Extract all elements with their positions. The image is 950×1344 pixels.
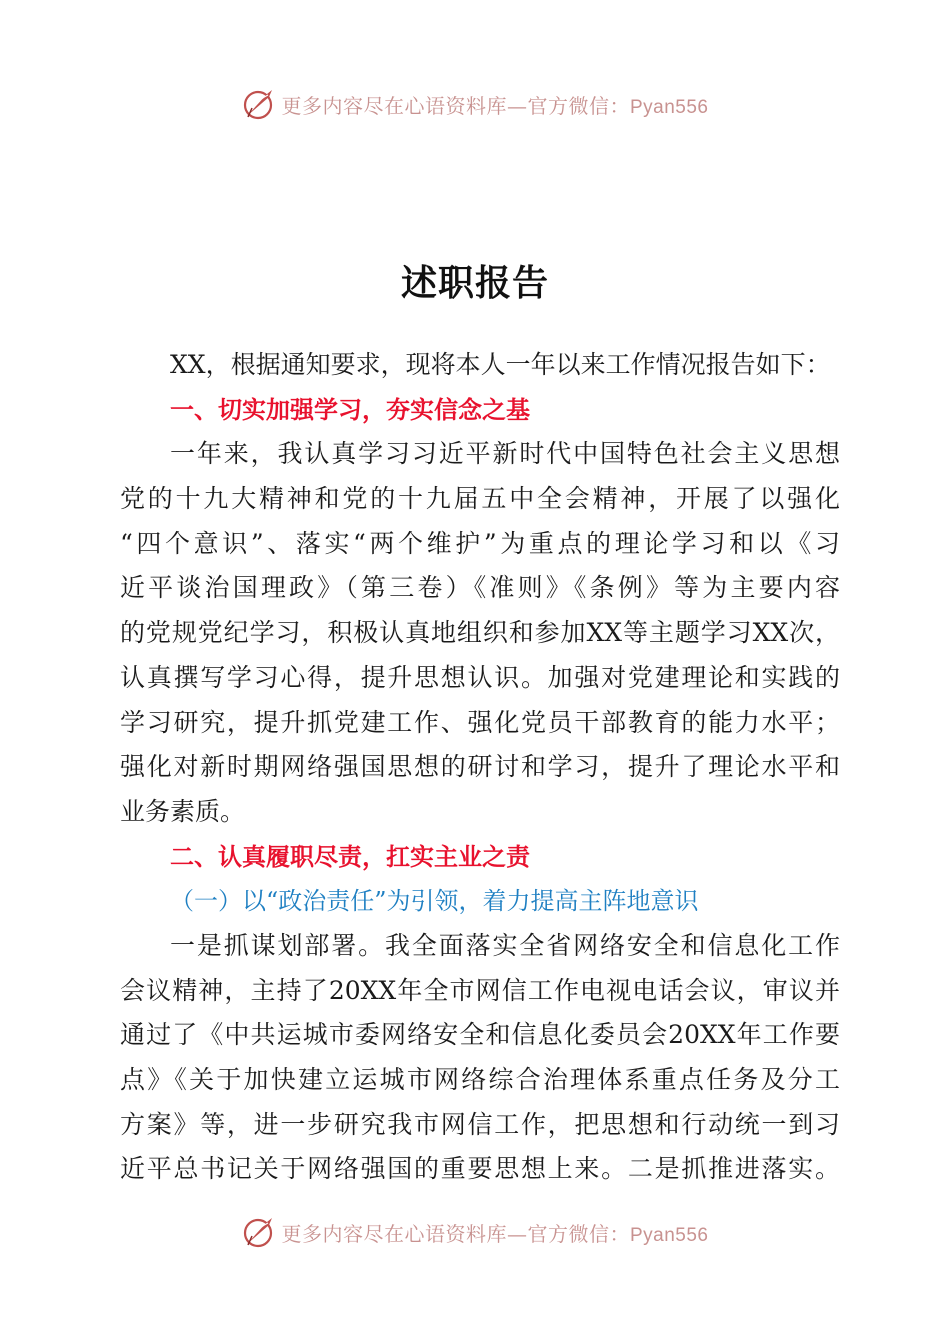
watermark-text: 更多内容尽在心语资料库—官方微信：Pyan556 <box>281 93 709 118</box>
paragraph-line: 点》《关于加快建立运城市网络综合治理体系重点任务及分工 <box>120 1065 840 1094</box>
paragraph-line: 通过了《中共运城市委网络安全和信息化委员会20XX年工作要 <box>120 1020 840 1050</box>
paragraph-line: 近平总书记关于网络强国的重要思想上来。二是抓推进落实。 <box>120 1154 840 1184</box>
section-1-heading: 一、切实加强学习，夯实信念之基 <box>170 395 530 424</box>
paragraph-line: 一年来，我认真学习习近平新时代中国特色社会主义思想 <box>170 439 840 469</box>
watermark-wechat-id: Pyan556 <box>629 96 709 118</box>
watermark-wechat-id: Pyan556 <box>629 1224 709 1246</box>
paragraph-line: 方案》等，进一步研究我市网信工作，把思想和行动统一到习 <box>120 1109 840 1139</box>
document-body <box>120 343 840 1192</box>
paragraph-line: 党的十九大精神和党的十九届五中全会精神，开展了以强化 <box>120 484 840 514</box>
section-1-paragraph <box>120 432 840 834</box>
paragraph-line: 会议精神，主持了20XX年全市网信工作电视电话会议，审议并 <box>120 975 840 1005</box>
footer-watermark <box>0 1212 950 1252</box>
paragraph-line: 近平谈治国理政》（第三卷）《准则》《条例》等为主要内容 <box>120 573 840 603</box>
paragraph-line: 的党规党纪学习，积极认真地组织和参加XX等主题学习XX次， <box>120 618 840 648</box>
quill-logo-icon <box>241 86 277 122</box>
section-2-heading: 二、认真履职尽责，扛实主业之责 <box>170 842 530 871</box>
paragraph-line: 学习研究，提升抓党建工作、强化党员干部教育的能力水平； <box>120 707 840 737</box>
paragraph-line: 业务素质。 <box>120 796 246 826</box>
paragraph-line: “四个意识”、落实“两个维护”为重点的理论学习和以《习 <box>120 528 840 558</box>
paragraph-line: 一是抓谋划部署。我全面落实全省网络安全和信息化工作 <box>170 930 840 960</box>
document-title: 述职报告 <box>400 262 549 304</box>
intro-paragraph: XX，根据通知要求，现将本人一年以来工作情况报告如下： <box>170 350 831 379</box>
watermark-text: 更多内容尽在心语资料库—官方微信：Pyan556 <box>281 1221 709 1246</box>
header-watermark <box>0 84 950 124</box>
section-2-subheading: （一）以“政治责任”为引领，着力提高主阵地意识 <box>170 887 699 916</box>
paragraph-line: 认真撰写学习心得，提升思想认识。加强对党建理论和实践的 <box>120 662 840 692</box>
section-2-paragraph <box>120 924 840 1192</box>
paragraph-line: 强化对新时期网络强国思想的研讨和学习，提升了理论水平和 <box>120 752 840 782</box>
quill-logo-icon <box>241 1214 277 1250</box>
